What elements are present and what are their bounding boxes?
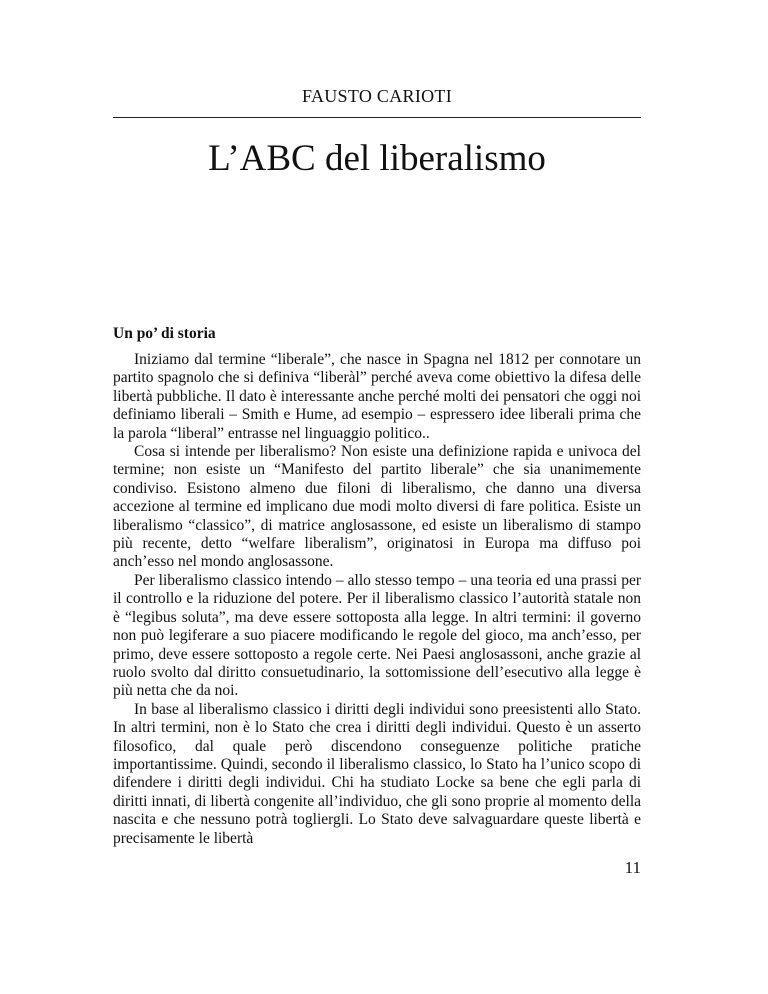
body-text (113, 351, 641, 848)
paragraph: Cosa si intende per liberalismo? Non esiste una definizione rapida e univoca del termine; non esiste un “Manifesto del partito liberale” che sia unanimemente condiviso. Esistono almeno due filoni di liberalismo, che danno una diversa accezione al termine ed implicano due modi molto diversi di fare politica. Esiste un liberalismo “classico”, di matrice anglosassone, ed esiste un liberalismo di stampo più recente, detto “welfare liberalism”, originatosi in Europa ma diffuso poi anch’esso nel mondo anglosassone. (113, 443, 641, 571)
paragraph: Iniziamo dal termine “liberale”, che nasce in Spagna nel 1812 per connotare un partito spagnolo che si definiva “liberàl” perché aveva come obiettivo la difesa delle libertà pubbliche. Il dato è interessante anche perché molti dei pensatori che oggi noi definiamo liberali – Smith e Hume, ad esempio – espressero idee liberali prima che la parola “liberal” entrasse nel linguaggio politico.. (113, 351, 641, 442)
page-number: 11 (624, 858, 641, 877)
author-name: FAUSTO CARIOTI (301, 86, 453, 106)
header-rule (113, 117, 641, 118)
paragraph: Per liberalismo classico intendo – allo stesso tempo – una teoria ed una prassi per il controllo e la riduzione del potere. Per il liberalismo classico l’autorità statale non è “legibus soluta”, ma deve essere sottoposta alla legge. In altri termini: il governo non può legiferare a suo piacere modificando le regole del gioco, ma anch’esso, per primo, deve essere sottoposto a regole certe. Nei Paesi anglosassoni, anche grazie al ruolo svolto dal diritto consuetudinario, la sottomissione dell’esecutivo alla legge è più netta che da noi. (113, 571, 641, 700)
paragraph: In base al liberalismo classico i diritti degli individui sono preesistenti allo Stato. In altri termini, non è lo Stato che crea i diritti degli individui. Questo è un asserto filosofico, dal quale però discendono conseguenze politiche pratiche importantissime. Quindi, secondo il liberalismo classico, lo Stato ha l’unico scopo di difendere i diritti degli individui. Chi ha studiato Locke sa bene che egli parla di diritti innati, di libertà congenite all’individuo, che gli sono proprie al momento della nascita e che nessuno potrà togliergli. Lo Stato deve salvaguardare queste libertà e precisamente le libertà (113, 700, 641, 847)
chapter-title: L’ABC del liberalismo (208, 138, 546, 179)
section-heading: Un po’ di storia (113, 325, 216, 342)
